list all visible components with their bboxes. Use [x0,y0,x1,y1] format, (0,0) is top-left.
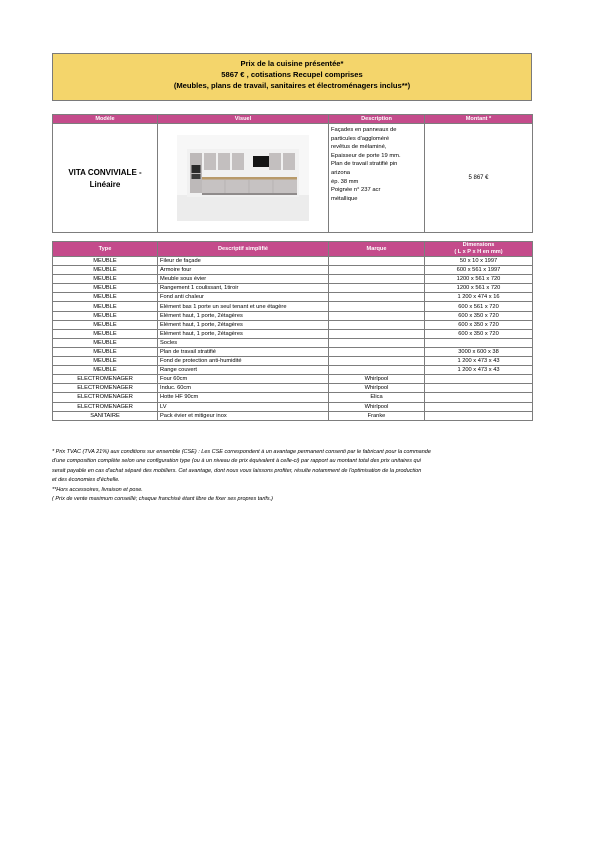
cell-dimensions: 600 x 350 x 720 [425,320,533,329]
description-line: revêtus de mélaminé, [331,144,387,151]
table-row [53,375,533,384]
cell-type: MEUBLE [53,266,158,275]
cell-description: Four 60cm [158,375,329,384]
table-row [53,320,533,329]
cell-brand [329,329,425,338]
table-row [53,257,533,266]
footnotes [52,448,534,504]
table-row [53,284,533,293]
model-name [53,124,158,233]
table-row [53,393,533,402]
cell-dimensions: 1200 x 561 x 720 [425,284,533,293]
cell-dimensions: 600 x 350 x 720 [425,311,533,320]
model-row [53,124,533,233]
header-model: Modèle [53,115,158,124]
description-line: Plan de travail stratifié pin [331,161,398,168]
header-brand: Marque [329,242,425,257]
items-body [53,257,533,421]
cell-type: MEUBLE [53,329,158,338]
header-desc: Descriptif simplifié [158,242,329,257]
cell-type: MEUBLE [53,347,158,356]
footnote-line: d'une composition complète selon une configuration type (ou à un niveau de prix équivalent à celle-ci) par rapport au montant total des prix unitaires qui [52,458,421,465]
cell-type: ELECTROMENAGER [53,375,158,384]
cell-description: Hotte HF 90cm [158,393,329,402]
description-cell [329,124,425,233]
description-line: Façades en panneaux de [331,127,397,133]
description-line: ép. 38 mm [331,178,359,185]
banner-inclusions: (Meubles, plans de travail, sanitaires et électroménagers inclus**) [173,81,411,90]
cell-description: Armoire four [158,266,329,275]
table-row [53,411,533,420]
cell-dimensions [425,375,533,384]
cell-type: MEUBLE [53,257,158,266]
cell-brand [329,347,425,356]
model-table [52,114,533,233]
cell-description: Fond anti chaleur [158,293,329,302]
table-row [53,384,533,393]
cell-type: MEUBLE [53,366,158,375]
cell-dimensions: 1200 x 561 x 720 [425,275,533,284]
cell-description: Range couvert [158,366,329,375]
cell-description: Plan de travail stratifié [158,347,329,356]
items-table [52,241,533,421]
cell-brand [329,311,425,320]
cell-brand: Franke [329,411,425,420]
cell-dimensions: 600 x 561 x 1997 [425,266,533,275]
cell-type: MEUBLE [53,302,158,311]
table-row [53,338,533,347]
cell-brand [329,293,425,302]
cell-type: SANITAIRE [53,411,158,420]
header-visual: Visuel [158,115,329,124]
items-table-header [53,242,533,257]
amount-cell: 5 867 € [425,124,533,233]
footnote-line: **Hors accessoires, livraison et pose. [52,486,143,493]
cell-type: ELECTROMENAGER [53,393,158,402]
header-dimensions-line2: ( L x P x H en mm) [454,249,503,255]
banner-title: Prix de la cuisine présentée* [240,59,344,68]
description-line: métallique [331,195,358,202]
cell-description: Elément haut, 1 porte, 2étagères [158,311,329,320]
cell-description: Elément haut, 1 porte, 2étagères [158,320,329,329]
footnote-line: serait payable en cas d'achat séparé des mobiliers. Cet avantage, dont nous vous laissons profiter, résulte notamment de l'optimisation de la production [52,467,422,474]
banner-price: 5867 € , cotisations Recupel comprises [221,70,363,79]
visual-cell [158,124,329,233]
cell-brand: Whirlpool [329,375,425,384]
cell-dimensions: 1 200 x 473 x 43 [425,366,533,375]
cell-dimensions: 1 200 x 474 x 16 [425,293,533,302]
cell-dimensions: 600 x 350 x 720 [425,329,533,338]
cell-dimensions: 50 x 10 x 1997 [425,257,533,266]
cell-description: Rangement 1 coulissant, 1tiroir [158,284,329,293]
cell-dimensions: 1 200 x 473 x 43 [425,357,533,366]
cell-dimensions [425,393,533,402]
footnote-line: * Prix TVAC (TVA 21%) aux conditions sur ensemble (CSE) : Les CSE correspondent à un avantage permanent consenti par le fabricant pour la commande [52,449,431,455]
cell-dimensions [425,402,533,411]
cell-type: MEUBLE [53,320,158,329]
table-row [53,357,533,366]
cell-type: MEUBLE [53,357,158,366]
table-row [53,402,533,411]
table-row [53,266,533,275]
model-table-header [53,115,533,124]
cell-dimensions: 3000 x 600 x 38 [425,347,533,356]
footnote-line: et des économies d'échelle. [52,477,120,484]
table-row [53,329,533,338]
header-dimensions-line1: Dimensions [462,242,495,248]
cell-description: LV [158,402,329,411]
cell-description: Pack évier et mitigeur inox [158,411,329,420]
table-row [53,311,533,320]
description-line: Epaisseur de porte 19 mm. [331,152,401,159]
footnote-line: ( Prix de vente maximum conseillé; chaque franchisé étant libre de fixer ses propres tarifs.) [52,496,274,503]
cell-brand [329,275,425,284]
cell-brand [329,338,425,347]
cell-type: MEUBLE [53,338,158,347]
cell-type: MEUBLE [53,293,158,302]
cell-brand [329,257,425,266]
description-line: arizona [331,169,351,176]
cell-description: Fileur de façade [158,257,329,266]
description-line: particules d'aggloméré [331,135,390,142]
model-name-line2: Linéaire [89,180,121,189]
cell-brand [329,320,425,329]
cell-brand: Elica [329,393,425,402]
cell-dimensions [425,411,533,420]
cell-brand [329,366,425,375]
cell-description: Fond de protection anti-humidité [158,357,329,366]
table-row [53,275,533,284]
cell-dimensions [425,338,533,347]
cell-description: Elément bas 1 porte un seul tenant et une étagère [158,302,329,311]
cell-dimensions: 600 x 561 x 720 [425,302,533,311]
price-banner [52,53,532,101]
cell-brand [329,284,425,293]
header-description: Description [329,115,425,124]
header-type: Type [53,242,158,257]
cell-description: Socles [158,338,329,347]
cell-brand [329,266,425,275]
cell-description: Meuble sous évier [158,275,329,284]
cell-brand: Whirlpool [329,402,425,411]
cell-type: ELECTROMENAGER [53,384,158,393]
table-row [53,366,533,375]
cell-dimensions [425,384,533,393]
cell-type: MEUBLE [53,275,158,284]
table-row [53,347,533,356]
cell-description: Elément haut, 1 porte, 2étagères [158,329,329,338]
kitchen-image [177,135,309,221]
table-row [53,293,533,302]
cell-description: Induc. 60cm [158,384,329,393]
header-dimensions [425,242,533,257]
header-amount: Montant * [425,115,533,124]
cell-brand: Whirlpool [329,384,425,393]
table-row [53,302,533,311]
description-line: Poignée n° 237 acr [331,187,381,194]
cell-type: MEUBLE [53,311,158,320]
cell-brand [329,302,425,311]
model-name-line1: VITA CONVIVIALE - [68,168,142,177]
cell-type: MEUBLE [53,284,158,293]
cell-type: ELECTROMENAGER [53,402,158,411]
cell-brand [329,357,425,366]
